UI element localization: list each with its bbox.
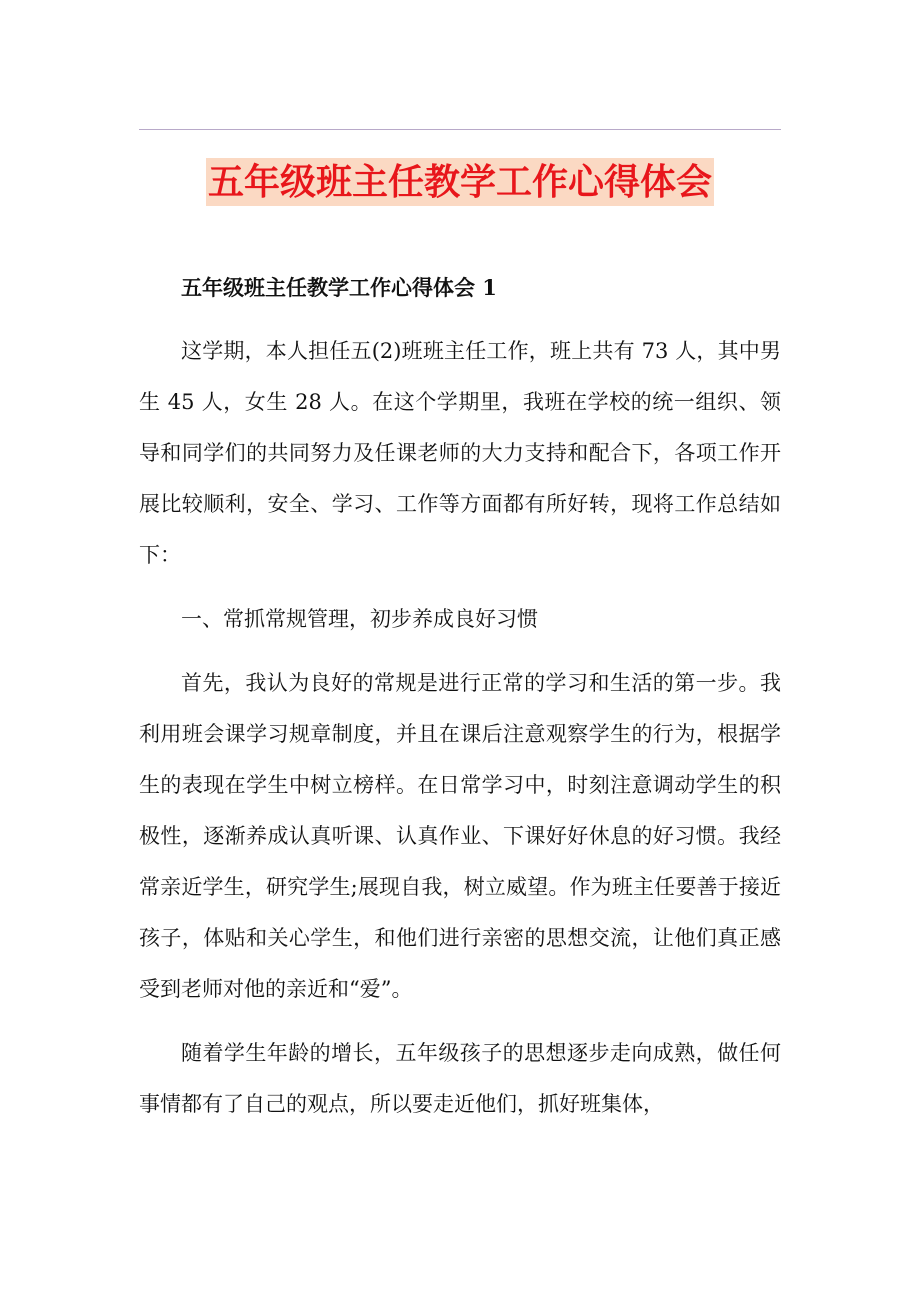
title-container [0,158,920,206]
paragraph-first-point: 首先，我认为良好的常规是进行正常的学习和生活的第一步。我利用班会课学习规章制度，并且在课后注意观察学生的行为，根据学生的表现在学生中树立榜样。在日常学习中，时刻注意调动学生的积极性，逐渐养成认真听课、认真作业、下课好好休息的好习惯。我经常亲近学生，研究学生;展现自我，树立威望。作为班主任要善于接近孩子，体贴和关心学生，和他们进行亲密的思想交流，让他们真正感受到老师对他的亲近和“爱”。 [139,671,781,1001]
document-body [139,262,781,1143]
section-heading: 五年级班主任教学工作心得体会 1 [181,275,497,300]
paragraph-intro: 这学期，本人担任五(2)班班主任工作，班上共有 73 人，其中男生 45 人，女生 28 人。在这个学期里，我班在学校的统一组织、领导和同学们的共同努力及任课老师的大力支持和配合下，各项工作开展比较顺利，安全、学习、工作等方面都有所好转，现将工作总结如下： [139,339,781,567]
header-rule [139,129,781,130]
paragraph-subheading: 一、常抓常规管理，初步养成良好习惯 [181,607,538,631]
paragraph-second-point: 随着学生年龄的增长，五年级孩子的思想逐步走向成熟，做任何事情都有了自己的观点，所以要走近他们，抓好班集体， [139,1041,781,1116]
document-title: 五年级班主任教学工作心得体会 [206,158,714,206]
